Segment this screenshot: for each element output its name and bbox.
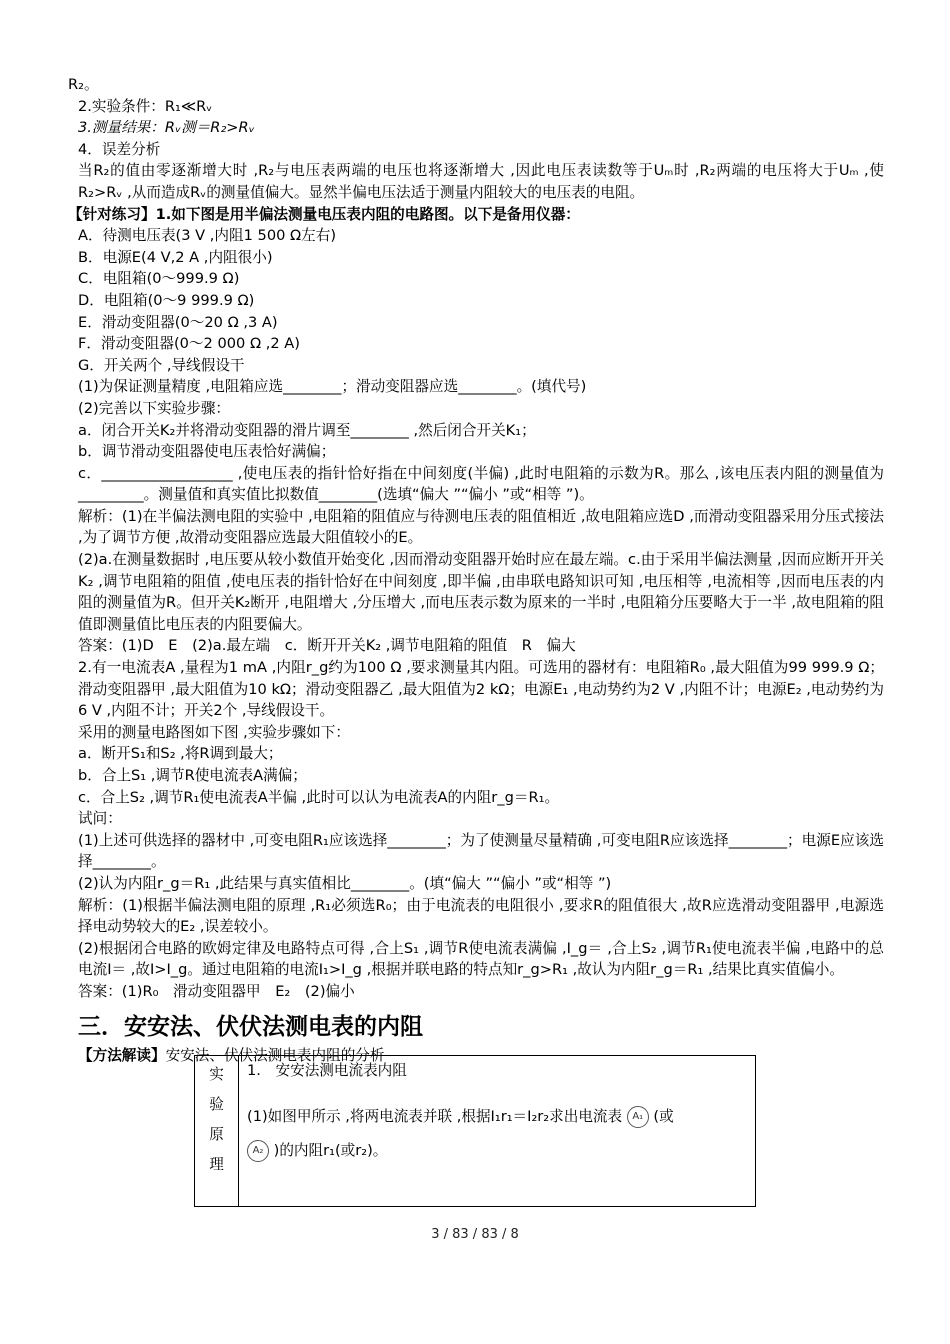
text-line: 采用的测量电路图如下图 ,实验步骤如下： xyxy=(78,723,350,741)
table-label-char: 理 xyxy=(209,1156,224,1173)
text-line: R₂。 xyxy=(68,76,99,93)
option-line: D．电阻箱(0～9 999.9 Ω) xyxy=(78,291,255,309)
table-text-part: )的内阻r₁(或r₂)。 xyxy=(273,1142,388,1159)
analysis-paragraph: 解析：(1)在半偏法测电阻的实验中 ,电阻箱的阻值应与待测电压表的阻值相近 ,故电阻箱应选D ,而滑动变阻器采用分压式接法 ,为了调节方便 ,故滑动变阻器应选最大阻值较小的E。 xyxy=(78,507,884,547)
question-line: a．闭合开关K₂并将滑动变阻器的滑片调至________ ,然后闭合开关K₁； xyxy=(78,421,536,439)
table-text-part: (或 xyxy=(653,1108,674,1125)
document-body xyxy=(68,74,884,1066)
option-line: E．滑动变阻器(0～20 Ω ,3 A) xyxy=(78,313,278,331)
question-line: b．调节滑动变阻器使电压表恰好满偏； xyxy=(78,443,336,461)
answer-line: 答案：(1)D E (2)a.最左端 c．断开开关K₂ ,调节电阻箱的阻值 R 偏大 xyxy=(78,637,576,655)
text-line: 【针对练习】1.如下图是用半偏法测量电压表内阻的电路图。以下是备用仪器： xyxy=(68,205,580,223)
table-label-char: 原 xyxy=(209,1126,224,1143)
text-line: 试问： xyxy=(78,810,122,828)
analysis-paragraph: (2)根据闭合电路的欧姆定律及电路特点可得 ,合上S₁ ,调节R使电流表满偏 ,I_g＝ ,合上S₂ ,调节R₁使电流表半偏 ,电路中的总电流I＝ ,故I>I_g。通过电阻箱的电流I₁>I_g ,根据并联电路的特点知r_g>R₁ ,故认为内阻r_g＝R₁ ,结果比真实值偏小。 xyxy=(78,939,884,979)
table-label-char: 验 xyxy=(209,1096,224,1113)
table-text-part: (1)如图甲所示 ,将两电流表并联 ,根据I₁r₁＝I₂r₂求出电流表 xyxy=(247,1108,623,1125)
text-paragraph: 当R₂的值由零逐渐增大时 ,R₂与电压表两端的电压也将逐渐增大 ,因此电压表读数等于Uₘ时 ,R₂两端的电压将大于Uₘ ,使R₂>Rᵥ ,从而造成Rᵥ的测量值偏大。显然半偏电压法适于测量内阻较大的电压表的电阻。 xyxy=(78,162,884,201)
step-line: c．合上S₂ ,调节R₁使电流表A半偏 ,此时可以认为电流表A的内阻r_g＝R₁。 xyxy=(78,788,560,806)
section-title: 三．安安法、伏伏法测电表的内阻 xyxy=(78,1013,423,1040)
analysis-paragraph: 解析：(1)根据半偏法测电阻的原理 ,R₁必须选R₀；由于电流表的电阻很小 ,要求R的阻值很大 ,故R应选滑动变阻器甲 ,电源选择电动势较大的E₂ ,误差较小。 xyxy=(78,896,884,936)
question-line: (2)认为内阻r_g＝R₁ ,此结果与真实值相比________。(填“偏大 ”“偏小 ”或“相等 ”) xyxy=(78,874,612,892)
question-paragraph: 2.有一电流表A ,量程为1 mA ,内阻r_g约为100 Ω ,要求测量其内阻。可选用的器材有：电阻箱R₀ ,最大阻值为99 999.9 Ω；滑动变阻器甲 ,最大阻值为10 kΩ；滑动变阻器乙 ,最大阻值为2 kΩ；电源E₁ ,电动势约为2 V ,内阻不计；电源E₂ ,电动势约为6 V ,内阻不计；开关2个 ,导线假设干。 xyxy=(78,659,884,720)
step-line: b．合上S₁ ,调节R使电流表A满偏； xyxy=(78,767,307,784)
question-line: (2)完善以下实验步骤： xyxy=(78,399,231,417)
option-line: B．电源E(4 V,2 A ,内阻很小) xyxy=(78,248,273,266)
table-row-heading: 1. 安安法测电流表内阻 xyxy=(247,1062,407,1079)
principle-table xyxy=(194,1055,756,1207)
question-line: (1)为保证测量精度 ,电阻箱应选________；滑动变阻器应选________。(填代号) xyxy=(78,378,587,396)
answer-line: 答案：(1)R₀ 滑动变阻器甲 E₂ (2)偏小 xyxy=(78,982,355,1000)
table-content-cell xyxy=(239,1056,755,1206)
question-paragraph: c．__________________ ,使电压表的指针恰好指在中间刻度(半偏) ,此时电阻箱的示数为R。那么 ,该电压表内阻的测量值为_________。测量值和真实值比拟数值________(选填“偏大 ”“偏小 ”或“相等 ”)。 xyxy=(78,464,884,504)
option-line: F．滑动变阻器(0～2 000 Ω ,2 A) xyxy=(78,335,300,353)
table-label-char: 实 xyxy=(209,1066,224,1083)
table-label-cell xyxy=(195,1056,239,1206)
question-paragraph: (1)上述可供选择的器材中 ,可变电阻R₁应该选择________；为了使测量尽量精确 ,可变电阻R应该选择________；电源E应该选择________。 xyxy=(78,831,884,871)
option-line: G．开关两个 ,导线假设干 xyxy=(78,356,245,374)
method-text: 安安法、伏伏法测电表内阻的分析 xyxy=(165,1046,385,1064)
step-line: a．断开S₁和S₂ ,将R调到最大； xyxy=(78,745,283,763)
text-line: 4．误差分析 xyxy=(78,140,161,158)
ammeter-a1-icon: A₁ xyxy=(627,1106,649,1128)
text-line: 3.测量结果：Rᵥ测＝R₂>Rᵥ xyxy=(78,119,255,137)
page-footer: 3 / 83 / 83 / 8 xyxy=(431,1227,519,1242)
option-line: A．待测电压表(3 V ,内阻1 500 Ω左右) xyxy=(78,227,337,245)
table-row-text xyxy=(247,1100,747,1168)
ammeter-a2-icon: A₂ xyxy=(247,1140,269,1162)
method-label: 【方法解读】 xyxy=(78,1046,166,1064)
text-line: 2.实验条件：R₁≪Rᵥ xyxy=(78,97,213,115)
option-line: C．电阻箱(0～999.9 Ω) xyxy=(78,270,240,288)
analysis-paragraph: (2)a.在测量数据时 ,电压要从较小数值开始变化 ,因而滑动变阻器开始时应在最左端。c.由于采用半偏法测量 ,因而应断开开关K₂ ,调节电阻箱的阻值 ,使电压表的指针恰好在中间刻度 ,即半偏 ,由串联电路知识可知 ,电压相等 ,电流相等 ,因而电压表的内阻的测量值为R。但开关K₂断开 ,电阻增大 ,分压增大 ,而电压表示数为原来的一半时 ,电阻箱分压要略大于一半 ,故电阻箱的阻值即测量值比电压表的内阻要偏大。 xyxy=(78,551,884,633)
